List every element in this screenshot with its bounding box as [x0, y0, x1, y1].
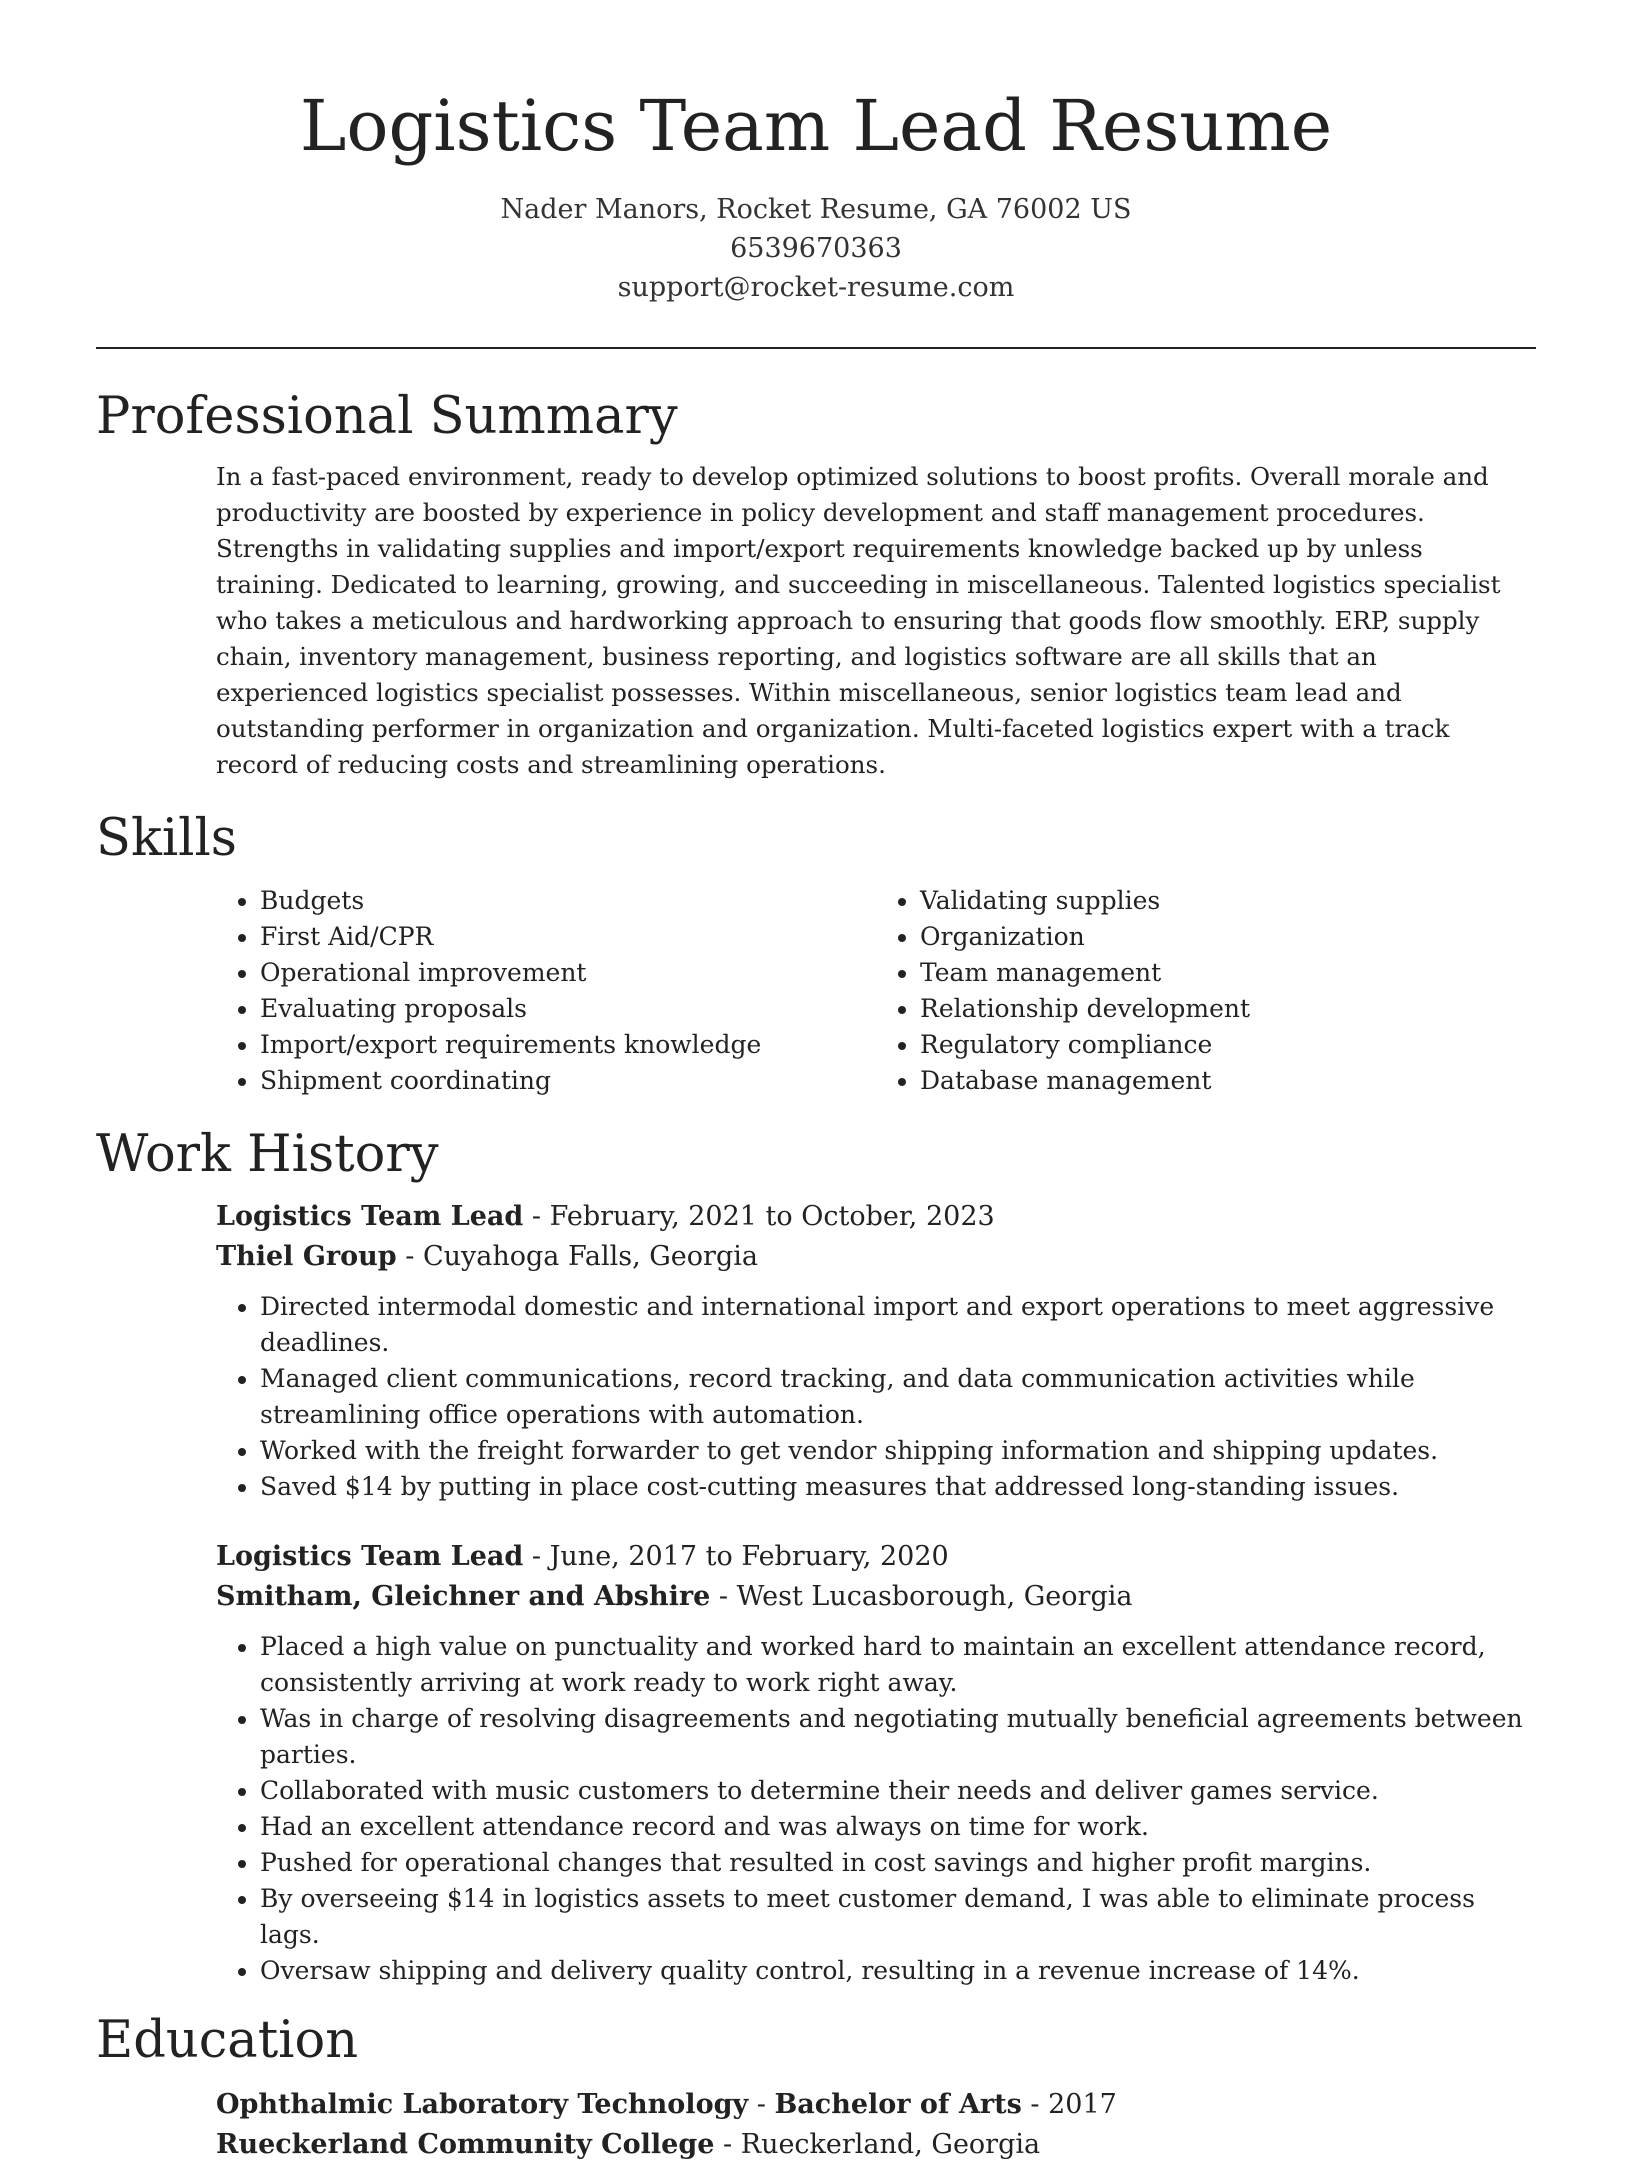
job-bullet: • Collaborated with music customers to determine their needs and deliver games service.	[260, 1773, 1536, 1809]
job-bullet: • Pushed for operational changes that resulted in cost savings and higher profit margins.	[260, 1845, 1536, 1881]
skills-list-left	[216, 883, 876, 1099]
job-bullet: • Was in charge of resolving disagreements and negotiating mutually beneficial agreements between parties.	[260, 1701, 1536, 1773]
skill-item: • First Aid/CPR	[260, 919, 876, 955]
education-school-line: Rueckerland Community College - Rueckerland, Georgia	[216, 2129, 1041, 2160]
education-field: Ophthalmic Laboratory Technology	[216, 2089, 749, 2120]
skill-item: • Regulatory compliance	[920, 1027, 1536, 1063]
skill-item: • Relationship development	[920, 991, 1536, 1027]
job-entry	[216, 1537, 1536, 1989]
education-heading: Education	[96, 2011, 359, 2070]
job-title: Logistics Team Lead	[216, 1541, 524, 1572]
work-heading: Work History	[96, 1125, 439, 1184]
skills-heading: Skills	[96, 809, 237, 868]
contact-address: Nader Manors, Rocket Resume, GA 76002 US	[500, 194, 1132, 225]
education-section	[216, 2085, 1536, 2165]
skill-item: • Team management	[920, 955, 1536, 991]
skill-item: • Operational improvement	[260, 955, 876, 991]
contact-email: support@rocket-resume.com	[617, 272, 1015, 303]
summary-text: In a fast-paced environment, ready to develop optimized solutions to boost profits. Overall morale and productivity are boosted by experience in policy development and staff management procedures. Strengths in validating supplies and import/export requirements knowledge backed up by unless training. Dedicated to learning, growing, and succeeding in miscellaneous. Talented logistics specialist who takes a meticulous and hardworking approach to ensuring that goods flow smoothly. ERP, supply chain, inventory management, business reporting, and logistics software are all skills that an experienced logistics specialist possesses. Within miscellaneous, senior logistics team lead and outstanding performer in organization and organization. Multi-faceted logistics expert with a track record of reducing costs and streamlining operations.	[216, 462, 1501, 779]
header-divider	[96, 347, 1536, 349]
job-bullet: • Oversaw shipping and delivery quality control, resulting in a revenue increase of 14%.	[260, 1953, 1536, 1989]
skill-item: • Shipment coordinating	[260, 1063, 876, 1099]
job-bullets	[216, 1629, 1536, 1989]
job-location: Cuyahoga Falls, Georgia	[422, 1241, 758, 1272]
skill-item: • Evaluating proposals	[260, 991, 876, 1027]
skill-item: • Database management	[920, 1063, 1536, 1099]
job-location: West Lucasborough, Georgia	[736, 1581, 1133, 1612]
job-title-line: Logistics Team Lead - February, 2021 to October, 2023	[216, 1201, 995, 1232]
skills-section	[216, 883, 1536, 1099]
skill-item: • Budgets	[260, 883, 876, 919]
job-bullet: • Directed intermodal domestic and international import and export operations to meet aggressive deadlines.	[260, 1289, 1536, 1361]
skill-item: • Validating supplies	[920, 883, 1536, 919]
job-bullet: • By overseeing $14 in logistics assets to meet customer demand, I was able to eliminate process lags.	[260, 1881, 1536, 1953]
contact-phone: 6539670363	[730, 233, 902, 264]
work-section	[216, 1197, 1536, 1989]
summary-section	[216, 459, 1536, 783]
resume-title: Logistics Team Lead Resume	[299, 85, 1333, 167]
resume-header	[96, 0, 1536, 307]
skill-item: • Import/export requirements knowledge	[260, 1027, 876, 1063]
job-title: Logistics Team Lead	[216, 1201, 524, 1232]
job-company-line: Thiel Group - Cuyahoga Falls, Georgia	[216, 1241, 758, 1272]
education-degree-line: Ophthalmic Laboratory Technology - Bachelor of Arts - 2017	[216, 2089, 1117, 2120]
job-bullet: • Had an excellent attendance record and was always on time for work.	[260, 1809, 1536, 1845]
job-dates: June, 2017 to February, 2020	[549, 1541, 949, 1572]
job-bullet: • Placed a high value on punctuality and worked hard to maintain an excellent attendance record, consistently arriving at work ready to work right away.	[260, 1629, 1536, 1701]
education-location: Rueckerland, Georgia	[740, 2129, 1041, 2160]
job-company-line: Smitham, Gleichner and Abshire - West Lucasborough, Georgia	[216, 1581, 1133, 1612]
education-degree: Bachelor of Arts	[774, 2089, 1022, 2120]
job-title-line: Logistics Team Lead - June, 2017 to February, 2020	[216, 1541, 949, 1572]
job-bullet: • Saved $14 by putting in place cost-cutting measures that addressed long-standing issues.	[260, 1469, 1536, 1505]
job-company: Thiel Group	[216, 1241, 397, 1272]
skills-list-right	[876, 883, 1536, 1099]
job-company: Smitham, Gleichner and Abshire	[216, 1581, 711, 1612]
job-bullet: • Worked with the freight forwarder to get vendor shipping information and shipping updates.	[260, 1433, 1536, 1469]
contact-block	[96, 190, 1536, 307]
job-bullets	[216, 1289, 1536, 1505]
job-entry	[216, 1197, 1536, 1505]
education-year: 2017	[1048, 2089, 1117, 2120]
skill-item: • Organization	[920, 919, 1536, 955]
summary-heading: Professional Summary	[96, 387, 678, 446]
job-dates: February, 2021 to October, 2023	[549, 1201, 995, 1232]
job-bullet: • Managed client communications, record tracking, and data communication activities while streamlining office operations with automation.	[260, 1361, 1536, 1433]
education-school: Rueckerland Community College	[216, 2129, 715, 2160]
